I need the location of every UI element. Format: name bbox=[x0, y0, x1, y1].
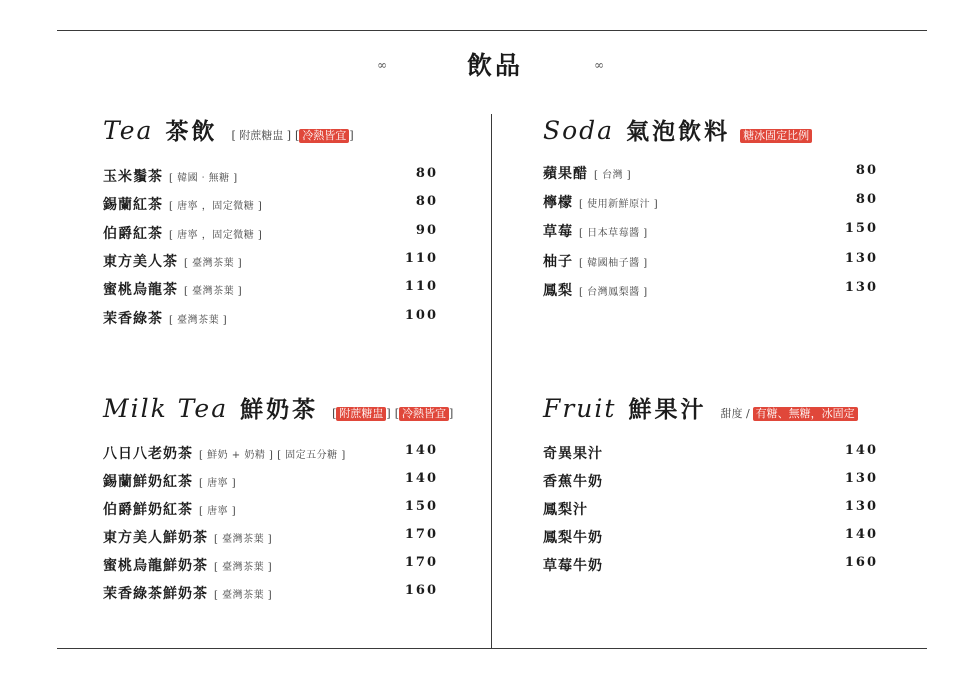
menu-item bbox=[103, 527, 438, 547]
menu-item bbox=[103, 499, 438, 519]
item-price: 140 bbox=[404, 443, 438, 458]
item-name: 伯爵紅茶 bbox=[103, 225, 163, 242]
tag-badge: 冷熱皆宜 bbox=[299, 129, 349, 143]
item-name: 茉香綠茶鮮奶茶 bbox=[103, 586, 208, 602]
item-description: [ 台灣 ] bbox=[594, 170, 632, 181]
item-price: 140 bbox=[404, 471, 438, 486]
item-price: 80 bbox=[855, 163, 878, 178]
item-description: [ 唐寧 ] bbox=[199, 506, 237, 517]
item-name: 檸檬 bbox=[543, 195, 573, 212]
item-name: 錫蘭鮮奶紅茶 bbox=[103, 474, 193, 490]
item-name: 草莓牛奶 bbox=[543, 558, 603, 574]
item-name: 草莓 bbox=[543, 224, 573, 241]
item-name: 鳳梨汁 bbox=[543, 502, 588, 518]
item-name: 香蕉牛奶 bbox=[543, 474, 603, 490]
menu-item bbox=[543, 251, 878, 271]
item-price: 170 bbox=[404, 527, 438, 542]
item-description: [ 日本草莓醬 ] bbox=[579, 228, 648, 240]
item-name: 柚子 bbox=[543, 253, 573, 270]
section-title-zh: 茶飲 bbox=[165, 118, 218, 145]
menu-item bbox=[543, 499, 878, 519]
tag-badge: 附蔗糖盅 bbox=[336, 407, 386, 421]
item-name: 蘋果醋 bbox=[543, 166, 588, 182]
top-rule bbox=[57, 30, 927, 31]
item-description: [ 韓國柚子醬 ] bbox=[579, 257, 648, 269]
item-name: 蜜桃烏龍茶 bbox=[103, 282, 178, 299]
menu-item bbox=[103, 583, 438, 603]
item-name: 蜜桃烏龍鮮奶茶 bbox=[103, 558, 208, 574]
item-description: [ 台灣鳳梨醬 ] bbox=[579, 286, 648, 298]
menu-item bbox=[543, 555, 878, 575]
page-title: 飲品 bbox=[466, 51, 523, 80]
item-price: 160 bbox=[844, 555, 878, 570]
menu-item bbox=[103, 555, 438, 575]
item-price: 130 bbox=[844, 250, 878, 266]
fruit-section-header bbox=[543, 391, 858, 424]
item-name: 奇異果汁 bbox=[543, 446, 603, 462]
menu-item bbox=[543, 471, 878, 491]
item-name: 鳳梨 bbox=[543, 282, 573, 299]
item-name: 八日八老奶茶 bbox=[103, 446, 193, 462]
soda-section-header bbox=[543, 113, 812, 146]
section-title-en: Fruit bbox=[543, 394, 617, 423]
infinity-ornament-icon: ∞ bbox=[594, 58, 604, 72]
tea-section-header: Tea 茶飲 [ 附蔗糖盅 ] [ 冷熱皆宜 ] bbox=[103, 113, 354, 146]
section-title-zh: 鮮奶茶 bbox=[240, 396, 319, 423]
item-price: 140 bbox=[844, 527, 878, 542]
center-divider bbox=[491, 114, 492, 648]
item-name: 錫蘭紅茶 bbox=[103, 197, 163, 214]
item-price: 130 bbox=[844, 471, 878, 486]
section-title-en: Soda bbox=[543, 116, 615, 145]
menu-item bbox=[543, 280, 878, 300]
section-title-zh: 鮮果汁 bbox=[628, 396, 707, 423]
item-price: 110 bbox=[404, 279, 438, 295]
menu-item bbox=[103, 308, 438, 328]
item-description: [ 韓國‧無糖 ] bbox=[169, 173, 238, 184]
item-price: 130 bbox=[844, 279, 878, 295]
menu-item bbox=[103, 251, 438, 271]
milktea-section-header: Milk Tea 鮮奶茶 [ 附蔗糖盅 ] [ 冷熱皆宜 ] bbox=[103, 391, 453, 424]
section-note: 甜度 / bbox=[720, 407, 750, 420]
tag-badge: 冷熱皆宜 bbox=[399, 407, 449, 421]
menu-item bbox=[543, 192, 878, 212]
item-description: [ 鮮奶 + 奶精 ] [ 固定五分糖 ] bbox=[199, 450, 346, 461]
item-description: [ 臺灣茶葉 ] bbox=[169, 314, 228, 326]
item-description: [ 唐寧 ，固定微糖 ] bbox=[169, 201, 263, 213]
item-price: 150 bbox=[404, 499, 438, 514]
tag-badge: 有糖、無糖，冰固定 bbox=[753, 407, 858, 421]
item-name: 玉米鬚茶 bbox=[103, 169, 163, 185]
section-title-zh: 氣泡飲料 bbox=[626, 118, 731, 145]
item-price: 110 bbox=[404, 250, 438, 266]
item-price: 100 bbox=[404, 307, 438, 323]
item-description: [ 唐寧 ] bbox=[199, 478, 237, 489]
menu-item bbox=[543, 443, 878, 463]
menu-item bbox=[103, 471, 438, 491]
item-description: [ 唐寧 ，固定微糖 ] bbox=[169, 229, 263, 241]
menu-item bbox=[103, 194, 438, 214]
item-price: 150 bbox=[844, 221, 878, 237]
item-description: [ 臺灣茶葉 ] bbox=[184, 286, 243, 298]
item-price: 160 bbox=[404, 583, 438, 598]
item-description: [ 使用新鮮原汁 ] bbox=[579, 199, 659, 211]
menu-item bbox=[103, 279, 438, 299]
item-name: 東方美人鮮奶茶 bbox=[103, 530, 208, 546]
item-description: [ 臺灣茶葉 ] bbox=[184, 257, 243, 269]
infinity-ornament-icon: ∞ bbox=[377, 58, 387, 72]
item-price: 170 bbox=[404, 555, 438, 570]
section-title-en: Tea bbox=[103, 116, 154, 145]
item-price: 80 bbox=[855, 192, 878, 208]
menu-item bbox=[103, 223, 438, 243]
item-name: 伯爵鮮奶紅茶 bbox=[103, 502, 193, 518]
item-price: 80 bbox=[415, 194, 438, 210]
item-name: 東方美人茶 bbox=[103, 253, 178, 270]
item-price: 90 bbox=[415, 222, 438, 238]
item-price: 130 bbox=[844, 499, 878, 514]
menu-item bbox=[103, 443, 438, 463]
tag-badge: 糖冰固定比例 bbox=[740, 129, 812, 143]
item-name: 鳳梨牛奶 bbox=[543, 530, 603, 546]
menu-item bbox=[543, 527, 878, 547]
item-description: [ 臺灣茶葉 ] bbox=[214, 590, 273, 601]
item-price: 140 bbox=[844, 443, 878, 458]
item-description: [ 臺灣茶葉 ] bbox=[214, 534, 273, 545]
section-note: [ 附蔗糖盅 ] bbox=[231, 129, 292, 142]
section-title-en: Milk Tea bbox=[103, 394, 229, 423]
item-description: [ 臺灣茶葉 ] bbox=[214, 562, 273, 573]
item-name: 茉香綠茶 bbox=[103, 310, 163, 327]
item-price: 80 bbox=[415, 166, 438, 181]
menu-item bbox=[103, 166, 438, 186]
menu-item bbox=[543, 163, 878, 183]
menu-item bbox=[543, 221, 878, 241]
bottom-rule bbox=[57, 648, 927, 649]
